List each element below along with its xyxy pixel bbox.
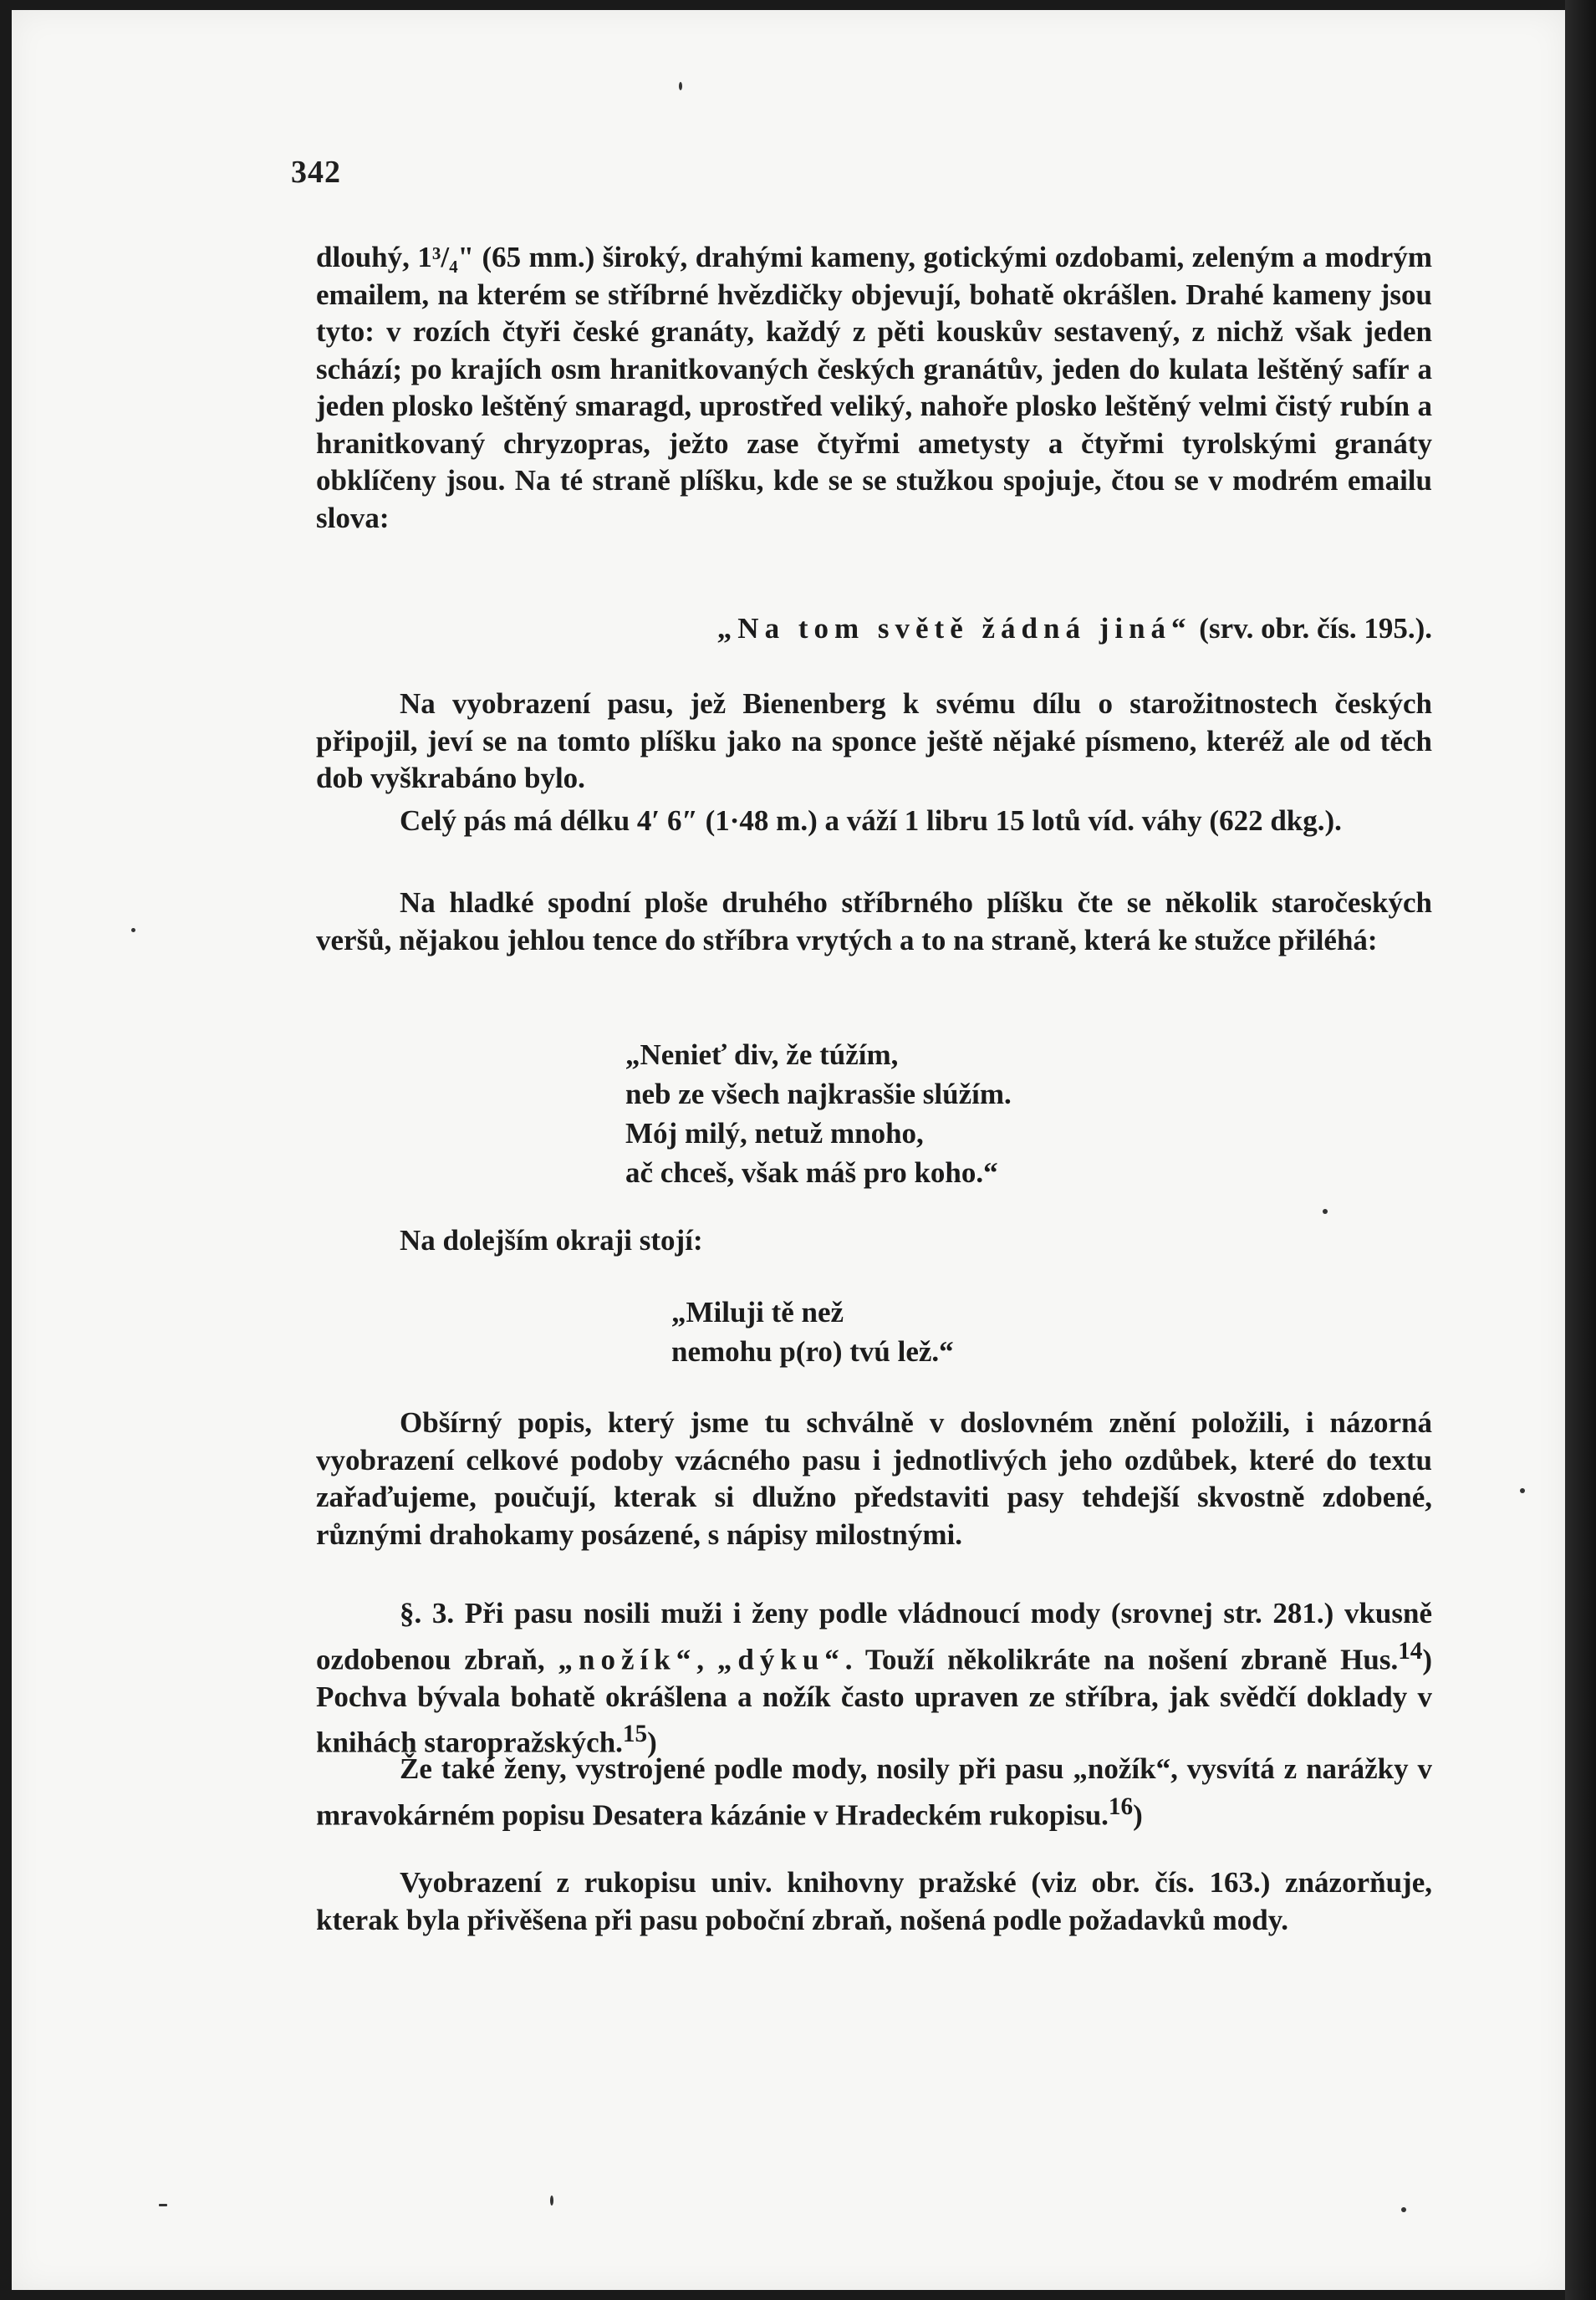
paragraph-6: Obšírný popis, který jsme tu schválně v doslovném znění položili, i názorná vyobrazení celkové podoby vzácného pasu i jednotlivých jeho ozdůbek, které do textu zařaďujeme, poučují, kterak si dlužno představiti pasy tehdejší skvostně zdobené, různými drahokamy posázené, s nápisy milostnými. — [316, 1406, 1432, 1551]
paragraph-7-comma: , — [696, 1643, 717, 1676]
paragraph-9: Vyobrazení z rukopisu univ. knihovny pražské (viz obr. čís. 163.) znázorňuje, kterak byla přivěšena při pasu poboční zbraň, nošená podle požadavků mody. — [316, 1866, 1432, 1936]
paragraph-7-start: §. 3. Při pasu nosili muži i ženy podle vládnoucí mody (srovnej str. 281.) vkusně ozdobenou zbraň, — [316, 1597, 1432, 1676]
paragraph-7-mid: . Touží několikráte na nošení zbraně Hus. — [844, 1643, 1399, 1676]
scan-speck — [159, 2204, 167, 2206]
page-number: 342 — [291, 155, 341, 190]
term-nozik: „nožík“ — [558, 1643, 697, 1676]
footnote-ref-15: 15 — [622, 1721, 648, 1748]
paragraph-7 — [316, 1595, 1432, 1762]
paragraph-7-mid2: ) Pochva bývala bohatě okrášlena a nožík často upraven ze stříbra, jak svědčí doklady v knihách staropražských. — [316, 1643, 1433, 1759]
paragraph-3: Celý pás má délku 4′ 6″ (1·48 m.) a váží 1 libru 15 lotů víd. váhy (622 dkg.). — [400, 804, 1342, 837]
quote-1-text: „Na tom světě žádná jiná“ — [716, 612, 1192, 645]
paragraph-7-end: ) — [647, 1726, 657, 1759]
quote-1-reference: (srv. obr. čís. 195.). — [1191, 612, 1432, 645]
paragraph-8-main: Že také ženy, vystrojené podle mody, nosily při pasu „nožík“, vysvítá z narážky v mravokárném popisu Desatera kázánie v Hradeckém rukopisu. — [316, 1752, 1432, 1832]
scan-speck — [131, 928, 135, 932]
paragraph-8-end: ) — [1133, 1798, 1143, 1832]
scan-speck — [550, 2195, 553, 2206]
scan-speck — [1323, 1209, 1328, 1214]
verse-2-line: „Miluji tě než — [671, 1296, 844, 1328]
verse-1-line: neb ze všech najkrasšie slúžím. — [625, 1078, 1012, 1110]
paragraph-8 — [316, 1751, 1432, 1834]
paragraph-2: Na vyobrazení pasu, jež Bienenberg k svému dílu o starožitnostech českých připojil, jeví se na tomto plíšku jako na sponce ještě nějaké písmeno, kteréž ale od těch dob vyškrabáno bylo. — [316, 687, 1432, 794]
verse-2 — [671, 1293, 954, 1371]
scan-speck — [1401, 2207, 1406, 2212]
verse-1-line: Mój milý, netuž mnoho, — [625, 1117, 924, 1150]
paragraph-5: Na dolejším okraji stojí: — [400, 1224, 703, 1257]
verse-1 — [625, 1035, 1012, 1192]
scan-speck — [1520, 1488, 1525, 1493]
footnote-ref-14: 14 — [1398, 1637, 1423, 1665]
term-dyku: „dýku“ — [716, 1643, 845, 1676]
verse-2-line: nemohu p(ro) tvú lež.“ — [671, 1335, 954, 1368]
verse-1-line: „Nenieť div, že túžím, — [625, 1038, 899, 1071]
scan-edge — [1565, 0, 1596, 2300]
paragraph-1: dlouhý, 1³/₄" (65 mm.) široký, drahými kameny, gotickými ozdobami, zeleným a modrým emailem, na kterém se stříbrné hvězdičky objevují, bohatě okrášlen. Drahé kameny jsou tyto: v rozích čtyři české granáty, každý z pěti kouskův sestavený, z nichž však jeden schází; po krajích osm hranitkovaných českých granátův, jeden do kulata leštěný safír a jeden plosko leštěný smaragd, uprostřed veliký, nahoře plosko leštěný velmi čistý rubín a hranitkovaný chryzopras, ježto zase čtyřmi ametysty a čtyřmi tyrolskými granáty obklíčeny jsou. Na té straně plíšku, kde se se stužkou spojuje, čtou se v modrém emailu slova: — [316, 241, 1432, 534]
quote-1 — [316, 610, 1432, 648]
footnote-ref-16: 16 — [1108, 1793, 1134, 1820]
paragraph-4: Na hladké spodní ploše druhého stříbrného plíšku čte se několik staročeských veršů, nějakou jehlou tence do stříbra vrytých a to na straně, která ke stužce přiléhá: — [316, 886, 1432, 956]
verse-1-line: ač chceš, však máš pro koho.“ — [625, 1156, 998, 1189]
scan-speck — [679, 82, 682, 90]
